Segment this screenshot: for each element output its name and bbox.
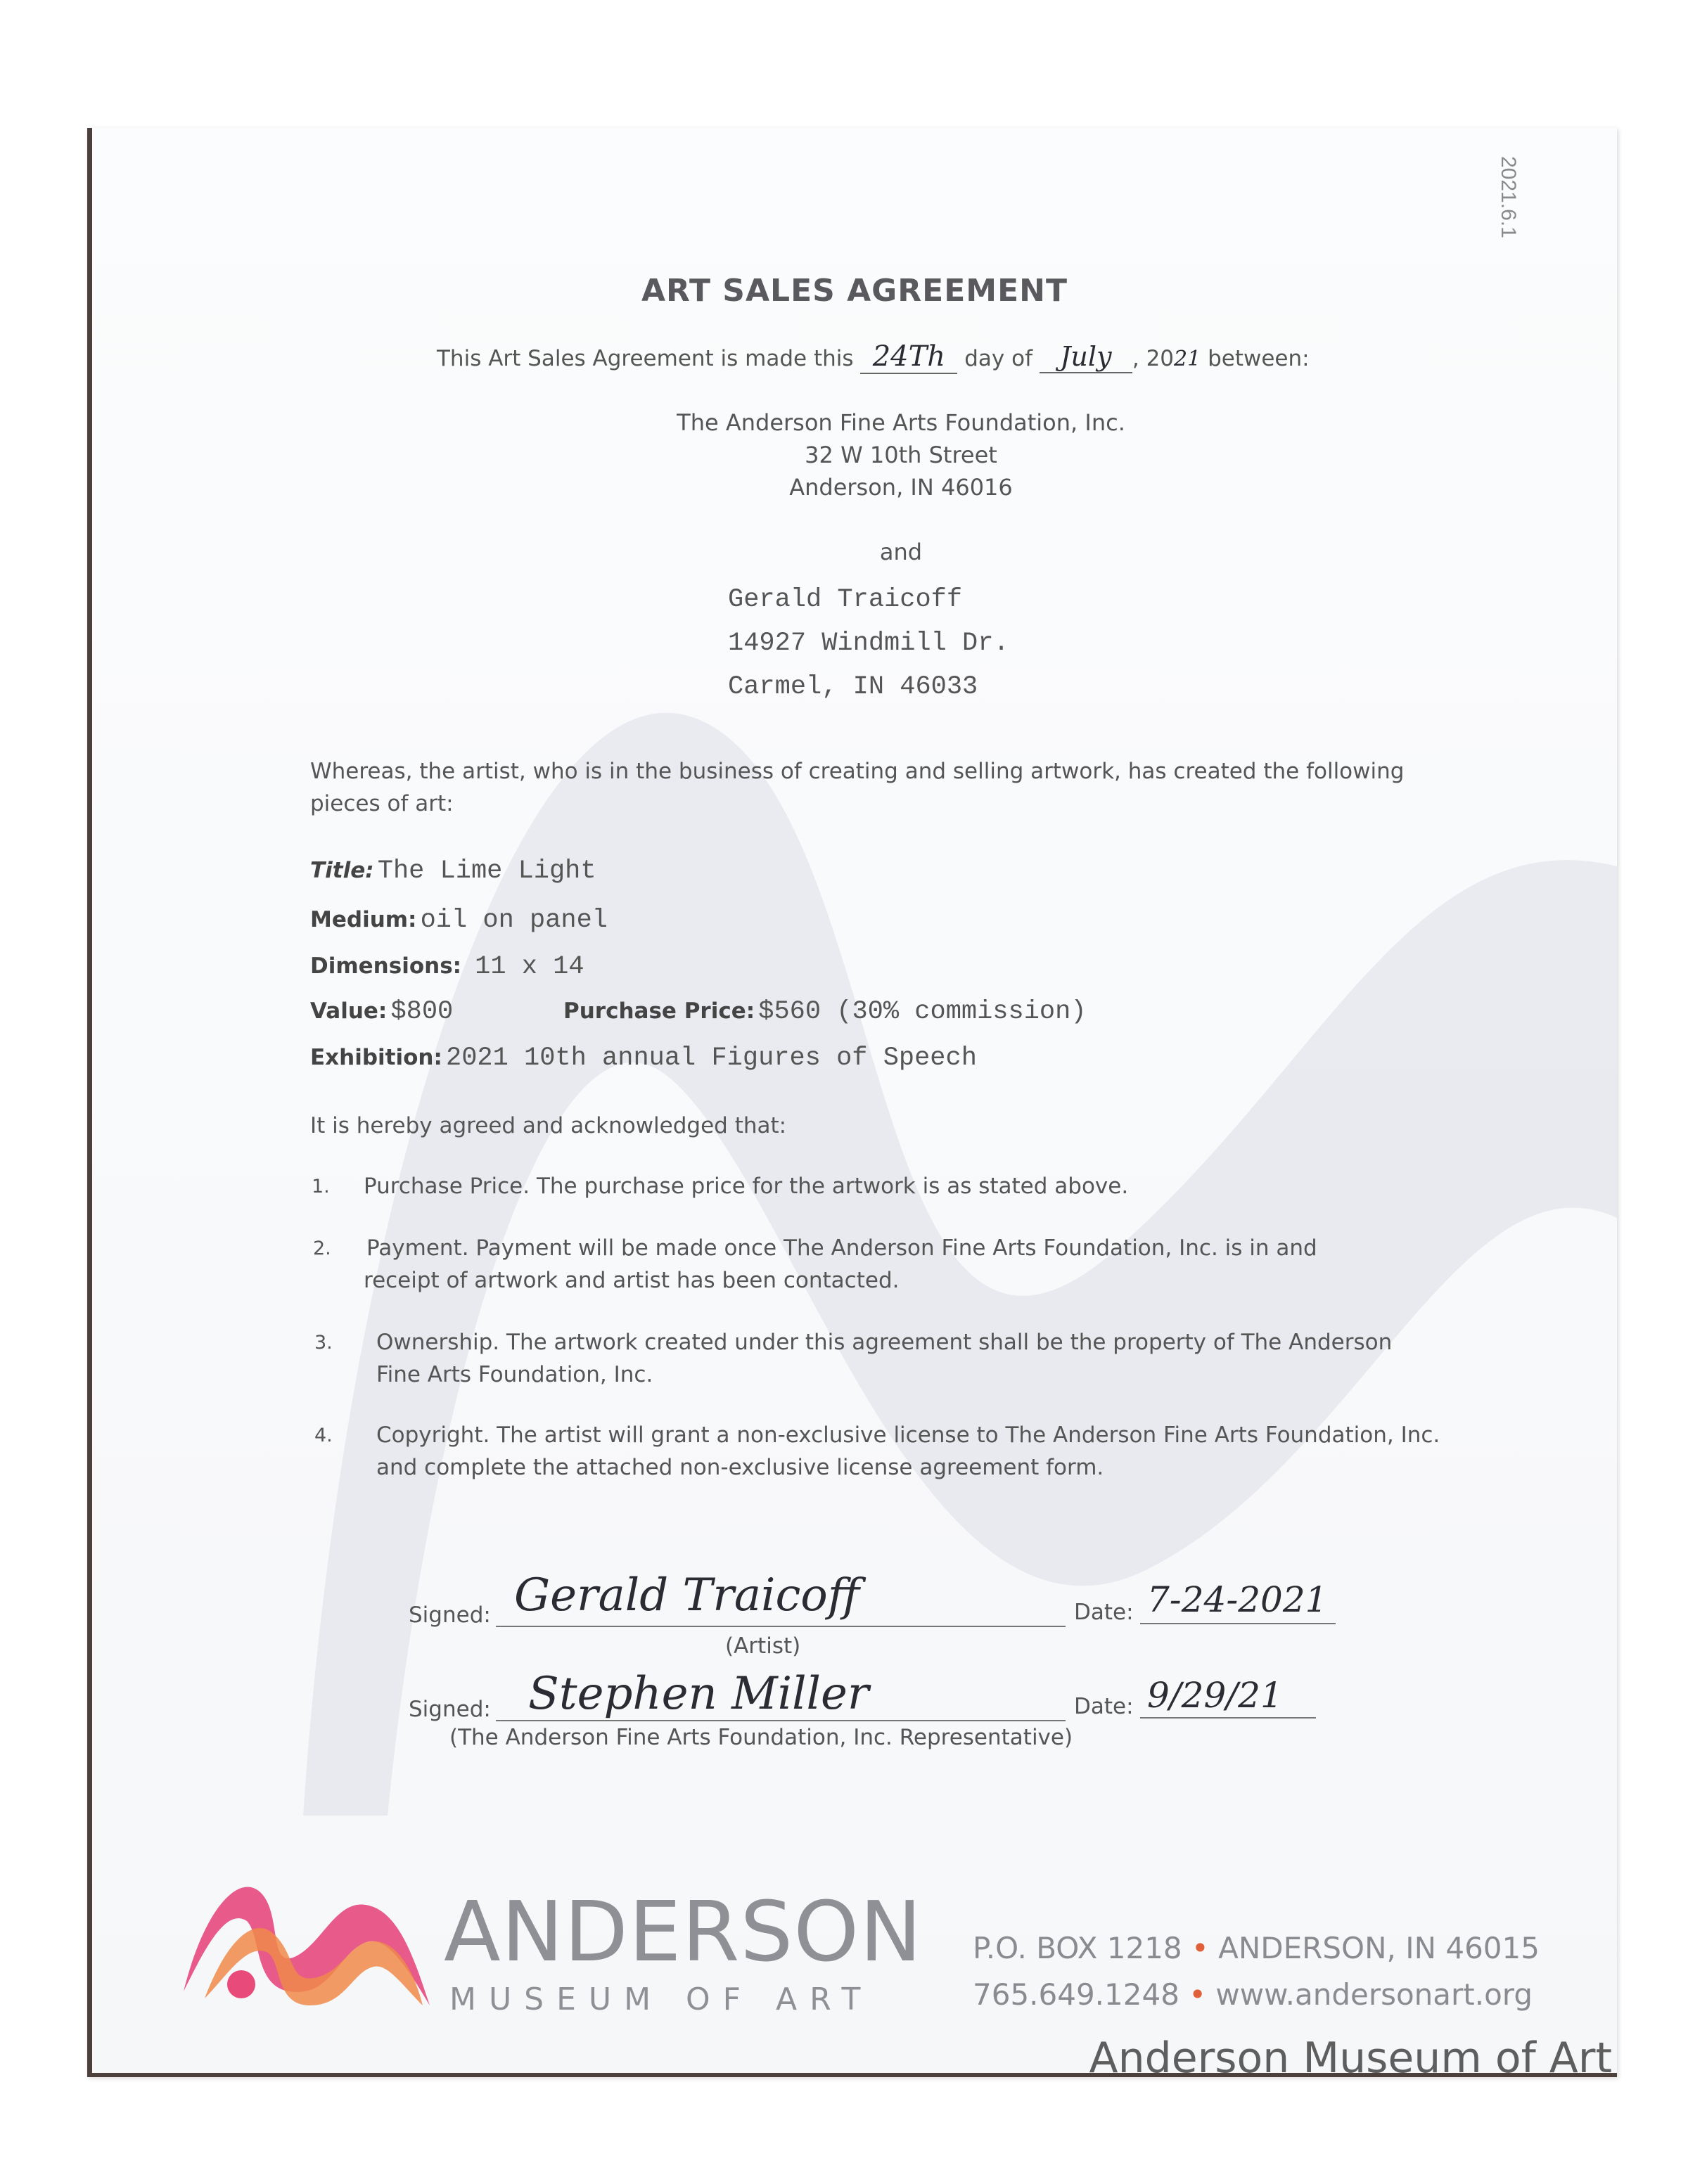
clause-text: Copyright. The artist will grant a non-exclusive license to The Anderson Fine Arts Foundation, Inc. bbox=[376, 1422, 1440, 1448]
agreed-line: It is hereby agreed and acknowledged that: bbox=[310, 1113, 787, 1138]
footer-contact bbox=[973, 1977, 1533, 2012]
title-label: Title: bbox=[310, 858, 374, 883]
and-label: and bbox=[879, 539, 923, 565]
artist-role: (Artist) bbox=[725, 1633, 801, 1659]
clause-number: 2. bbox=[313, 1238, 331, 1259]
artwork-dimensions: 11 x 14 bbox=[475, 952, 584, 982]
footer-website: www.andersonart.org bbox=[1215, 1977, 1533, 2012]
whereas-paragraph: Whereas, the artist, who is in the business of creating and selling artwork, has created the following pieces of art: bbox=[310, 759, 1405, 816]
price-label: Purchase Price: bbox=[563, 998, 755, 1024]
bullet-icon: • bbox=[1191, 1931, 1209, 1965]
corner-note: 2021.6.1 bbox=[1497, 156, 1520, 238]
logo-sub-text: MUSEUM OF ART bbox=[449, 1981, 874, 2017]
footer-phone: 765.649.1248 bbox=[973, 1977, 1179, 2012]
footer-address bbox=[973, 1931, 1540, 1965]
year-prefix: , 20 bbox=[1132, 346, 1175, 371]
artwork-title: The Lime Light bbox=[377, 856, 596, 886]
dimensions-label: Dimensions: bbox=[310, 953, 462, 979]
rep-role: (The Anderson Fine Arts Foundation, Inc. Representative) bbox=[449, 1725, 1073, 1750]
clause-text: and complete the attached non-exclusive license agreement form. bbox=[376, 1455, 1104, 1480]
artwork-value-row bbox=[310, 997, 453, 1027]
clause-text: Fine Arts Foundation, Inc. bbox=[376, 1362, 653, 1387]
party2-street: 14927 Windmill Dr. bbox=[728, 629, 1009, 658]
intro-suffix: between: bbox=[1208, 346, 1310, 371]
clause-number: 1. bbox=[312, 1176, 330, 1197]
footer-po-box: P.O. BOX 1218 bbox=[973, 1931, 1182, 1965]
party2-city: Carmel, IN 46033 bbox=[728, 672, 978, 702]
image-credit: Anderson Museum of Art bbox=[1089, 2034, 1612, 2083]
artist-signature: Gerald Traicoff bbox=[514, 1569, 860, 1621]
intro-prefix: This Art Sales Agreement is made this bbox=[437, 346, 854, 371]
museum-logo-icon bbox=[177, 1865, 437, 2019]
clause-text: receipt of artwork and artist has been contacted. bbox=[364, 1268, 900, 1293]
clause-text: Ownership. The artwork created under this agreement shall be the property of The Anderson bbox=[376, 1330, 1393, 1355]
year-fill: 21 bbox=[1174, 347, 1201, 371]
artwork-medium: oil on panel bbox=[420, 906, 608, 935]
artist-date-line bbox=[1140, 1621, 1336, 1624]
party1-city: Anderson, IN 46016 bbox=[789, 474, 1013, 501]
clause-number: 4. bbox=[314, 1425, 333, 1446]
party2-name: Gerald Traicoff bbox=[728, 585, 963, 615]
value-label: Value: bbox=[310, 998, 388, 1024]
intro-line bbox=[437, 340, 1310, 374]
artwork-dimensions-row bbox=[310, 952, 584, 982]
artwork-exhibition-row bbox=[310, 1043, 977, 1073]
rep-signature: Stephen Miller bbox=[528, 1668, 869, 1720]
month-fill: July bbox=[1040, 341, 1132, 373]
party1-name: The Anderson Fine Arts Foundation, Inc. bbox=[677, 409, 1125, 436]
signed-label: Signed: bbox=[409, 1602, 491, 1628]
logo-main-text: ANDERSON bbox=[444, 1883, 923, 1980]
exhibition-label: Exhibition: bbox=[310, 1045, 442, 1070]
artwork-title-row bbox=[310, 856, 596, 886]
clause-number: 3. bbox=[314, 1332, 333, 1354]
party1-street: 32 W 10th Street bbox=[805, 442, 997, 468]
document-title: ART SALES AGREEMENT bbox=[641, 273, 1068, 309]
artwork-medium-row bbox=[310, 906, 608, 935]
artwork-price-row bbox=[563, 997, 1087, 1027]
footer-city: ANDERSON, IN 46015 bbox=[1218, 1931, 1540, 1965]
signed-label: Signed: bbox=[409, 1697, 491, 1722]
rep-date: 9/29/21 bbox=[1147, 1675, 1283, 1716]
artwork-exhibition: 2021 10th annual Figures of Speech bbox=[446, 1043, 977, 1073]
date-label: Date: bbox=[1074, 1694, 1134, 1719]
artwork-price: $560 (30% commission) bbox=[758, 997, 1087, 1027]
agreement-paper bbox=[87, 128, 1617, 2077]
day-fill: 24Th bbox=[860, 340, 957, 374]
clause-text: Payment. Payment will be made once The Anderson Fine Arts Foundation, Inc. is in and bbox=[366, 1235, 1317, 1261]
rep-date-line bbox=[1140, 1716, 1316, 1719]
date-label: Date: bbox=[1074, 1600, 1134, 1625]
artist-signature-line bbox=[496, 1624, 1066, 1627]
artwork-value: $800 bbox=[390, 997, 454, 1027]
artist-date: 7-24-2021 bbox=[1147, 1579, 1328, 1620]
clause-text: Purchase Price. The purchase price for the artwork is as stated above. bbox=[364, 1174, 1129, 1199]
medium-label: Medium: bbox=[310, 907, 417, 932]
bullet-icon: • bbox=[1189, 1977, 1207, 2012]
day-label: day of bbox=[964, 346, 1033, 371]
